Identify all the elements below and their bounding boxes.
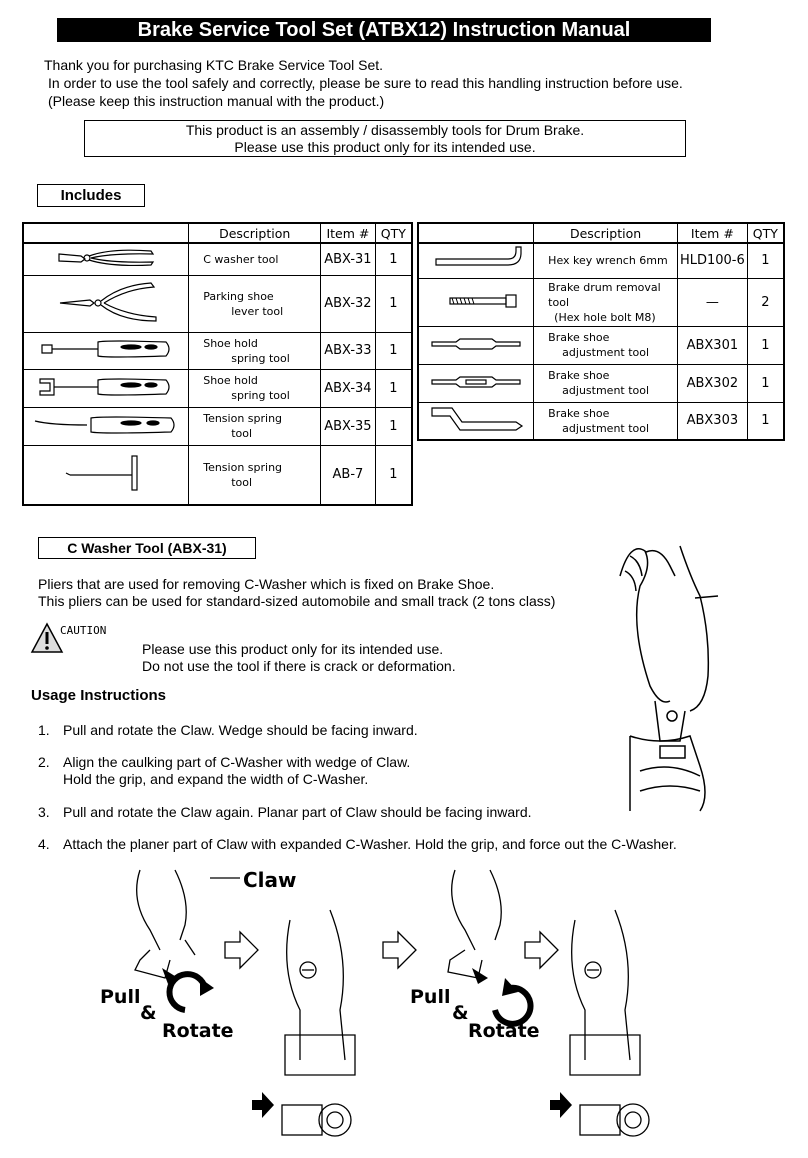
rotate-label: Rotate (162, 1020, 234, 1042)
pull-label: Pull (100, 986, 141, 1008)
table-header-row (23, 223, 412, 243)
qty-cell: 1 (375, 243, 412, 275)
description-cell: Tension spring tool (189, 445, 321, 505)
qty-cell: 1 (747, 243, 784, 278)
caution-text (142, 641, 456, 675)
cwasher-label: C Washer Tool (ABX-31) (38, 537, 256, 559)
item-cell: AB-7 (321, 445, 376, 505)
qty-cell: 2 (747, 278, 784, 326)
header-item: Item # (677, 223, 747, 243)
qty-cell: 1 (747, 364, 784, 402)
intro-line: (Please keep this instruction manual with the product.) (48, 93, 385, 109)
adjuster-bar-icon (418, 326, 534, 364)
item-cell: HLD100-6 (677, 243, 747, 278)
rotate-label: Rotate (468, 1020, 540, 1042)
table-row (23, 275, 412, 332)
description-cell: Tension spring tool (189, 407, 321, 445)
item-cell: ABX-31 (321, 243, 376, 275)
qty-cell: 1 (375, 445, 412, 505)
description-line: This pliers can be used for standard-sized automobile and small track (2 tons class) (38, 593, 556, 609)
qty-cell: 1 (375, 332, 412, 369)
intro-text (44, 56, 683, 110)
cwasher-description (38, 576, 555, 610)
description-cell: C washer tool (189, 243, 321, 275)
notice-line: Please use this product only for its intended use. (234, 139, 536, 155)
hex-key-icon (418, 243, 534, 278)
description-cell: Shoe hold spring tool (189, 369, 321, 407)
header-item: Item # (321, 223, 376, 243)
usage-heading: Usage Instructions (31, 687, 167, 704)
table-row (418, 243, 784, 278)
header-qty: QTY (375, 223, 412, 243)
description-line: Pliers that are used for removing C-Washer which is fixed on Brake Shoe. (38, 576, 495, 592)
bolt-icon (418, 278, 534, 326)
long-pliers-icon (23, 275, 189, 332)
caution-icon (30, 622, 64, 654)
qty-cell: 1 (375, 407, 412, 445)
item-cell: ABX302 (677, 364, 747, 402)
qty-cell: 1 (375, 275, 412, 332)
header-qty: QTY (747, 223, 784, 243)
includes-label: Includes (37, 184, 145, 207)
table-row (418, 278, 784, 326)
table-row (418, 402, 784, 440)
qty-cell: 1 (375, 369, 412, 407)
pliers-icon (23, 243, 189, 275)
notice-line: This product is an assembly / disassembly tools for Drum Brake. (185, 122, 585, 138)
caution-line: Please use this product only for its intended use. (142, 641, 444, 657)
adjuster-slot-icon (418, 364, 534, 402)
item-cell: ABX-34 (321, 369, 376, 407)
qty-cell: 1 (747, 326, 784, 364)
table-row (23, 332, 412, 369)
item-cell: ABX301 (677, 326, 747, 364)
header-description: Description (534, 223, 678, 243)
description-cell: Hex key wrench 6mm (534, 243, 678, 278)
usage-steps: 1. Pull and rotate the Claw. Wedge should be facing inward. 2. Align the caulking part of C-Washer with wedge of Claw. Hold the grip, and expand the width of C-Washer. 3. Pull and rotate the Claw again. Planar part of Claw should be facing inward. 4. Attach the planer part of Claw with expanded C-Washer. Hold the grip, and force out the C-Washer. (38, 722, 677, 852)
includes-table-left (22, 222, 413, 506)
claw-label: Claw (243, 868, 297, 892)
item-cell: ABX-33 (321, 332, 376, 369)
intro-line: In order to use the tool safely and correctly, please be sure to read this handling instruction before use. (48, 75, 683, 91)
amp-label: & (140, 1002, 157, 1024)
table-row (23, 243, 412, 275)
intro-line: Thank you for purchasing KTC Brake Service Tool Set. (44, 57, 384, 73)
cup-screwdriver-icon (23, 332, 189, 369)
description-cell: Brake shoe adjustment tool (534, 364, 678, 402)
header-pic (418, 223, 534, 243)
description-cell: Brake shoe adjustment tool (534, 402, 678, 440)
page-title: Brake Service Tool Set (ATBX12) Instruction Manual (57, 18, 711, 42)
item-cell: ABX-32 (321, 275, 376, 332)
description-cell: Brake drum removal tool (Hex hole bolt M8) (534, 278, 678, 326)
item-cell: — (677, 278, 747, 326)
description-cell: Shoe hold spring tool (189, 332, 321, 369)
item-cell: ABX303 (677, 402, 747, 440)
caution-label: CAUTION (60, 624, 107, 637)
header-description: Description (189, 223, 321, 243)
includes-table-right (417, 222, 785, 441)
qty-cell: 1 (747, 402, 784, 440)
table-row (23, 369, 412, 407)
t-hook-icon (23, 445, 189, 505)
fork-screwdriver-icon (23, 369, 189, 407)
item-cell: ABX-35 (321, 407, 376, 445)
hook-screwdriver-icon (23, 407, 189, 445)
usage-diagram (0, 860, 808, 1158)
table-row (418, 326, 784, 364)
header-pic (23, 223, 189, 243)
table-row (23, 445, 412, 505)
description-cell: Brake shoe adjustment tool (534, 326, 678, 364)
pull-label: Pull (410, 986, 451, 1008)
notice-box (84, 120, 686, 157)
description-cell: Parking shoe lever tool (189, 275, 321, 332)
table-row (418, 364, 784, 402)
amp-label: & (452, 1002, 469, 1024)
table-header-row (418, 223, 784, 243)
caution-line: Do not use the tool if there is crack or deformation. (142, 658, 456, 674)
offset-adjuster-icon (418, 402, 534, 440)
table-row (23, 407, 412, 445)
